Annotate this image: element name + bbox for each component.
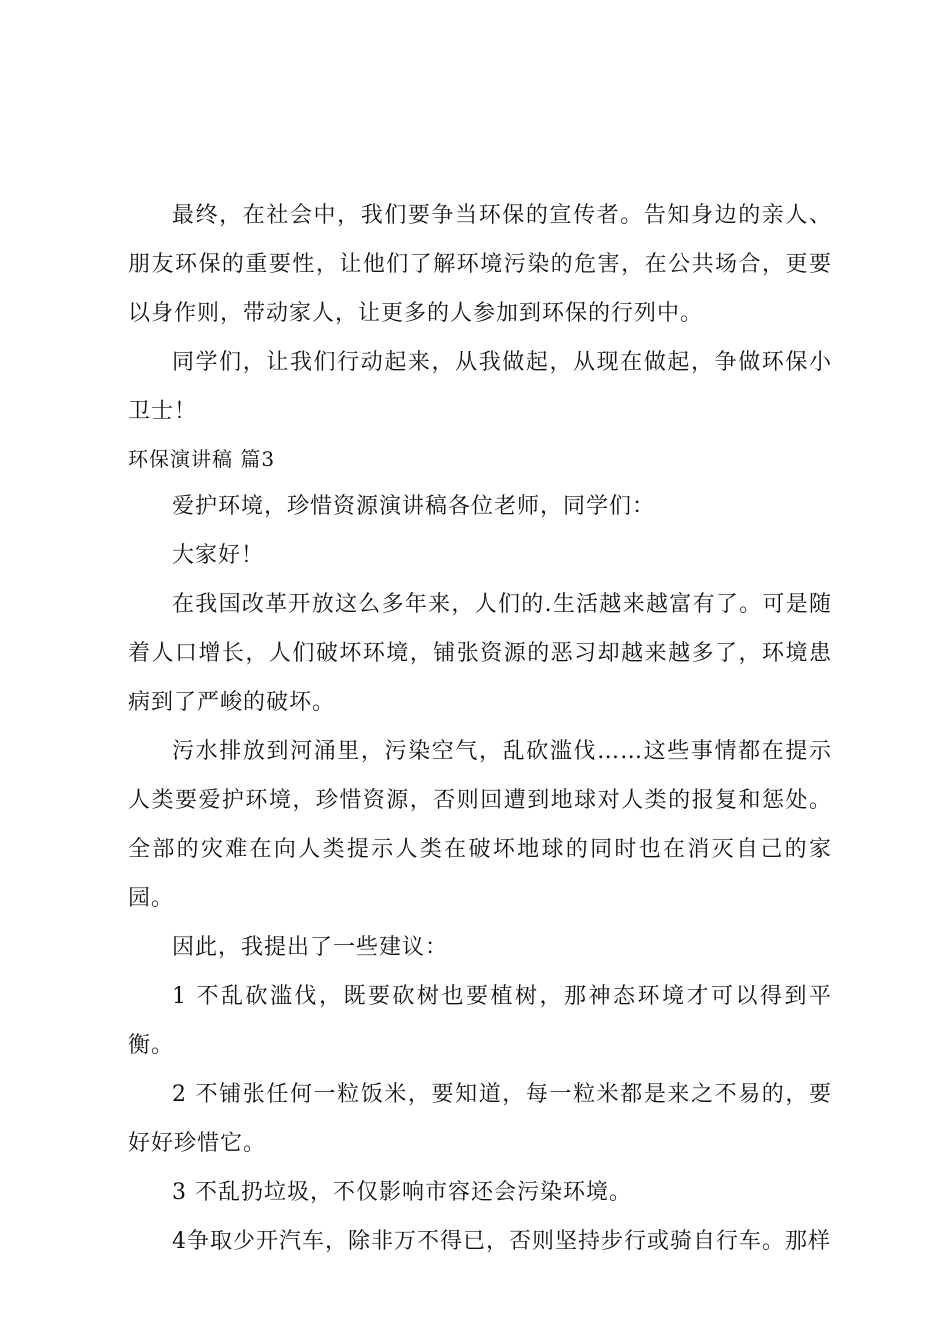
paragraph: 大家好！ [172,543,265,568]
paragraph: 在我国改革开放这么多年来，人们的.生活越来越富有了。可是随着人口增长，人们破坏环境，铺张资源的恶习却越来越多了，环境患病到了严峻的破坏。 [128,592,832,715]
paragraph: 爱护环境，珍惜资源演讲稿各位老师，同学们： [172,494,656,519]
paragraph: 因此，我提出了一些建议： [172,935,449,960]
list-item: 4争取少开汽车，除非万不得已，否则坚持步行或骑自行车。那样 [172,1229,831,1254]
list-item: 3 不乱扔垃圾，不仅影响市容还会污染环境。 [172,1180,632,1205]
paragraph: 污水排放到河涌里，污染空气，乱砍滥伐……这些事情都在提示人类要爱护环境，珍惜资源，否则回遭到地球对人类的报复和惩处。全部的灾难在向人类提示人类在破坏地球的同时也在消灭自己的家园。 [128,739,832,911]
section-heading: 环保演讲稿 篇3 [128,447,276,471]
list-item: 1 不乱砍滥伐，既要砍树也要植树，那神态环境才可以得到平衡。 [128,984,832,1058]
paragraph: 最终，在社会中，我们要争当环保的宣传者。告知身边的亲人、朋友环保的重要性，让他们了解环境污染的危害，在公共场合，更要以身作则，带动家人，让更多的人参加到环保的行列中。 [128,203,832,326]
list-item: 2 不铺张任何一粒饭米，要知道，每一粒米都是来之不易的，要好好珍惜它。 [128,1082,832,1156]
paragraph: 同学们，让我们行动起来，从我做起，从现在做起，争做环保小卫士！ [128,350,832,424]
